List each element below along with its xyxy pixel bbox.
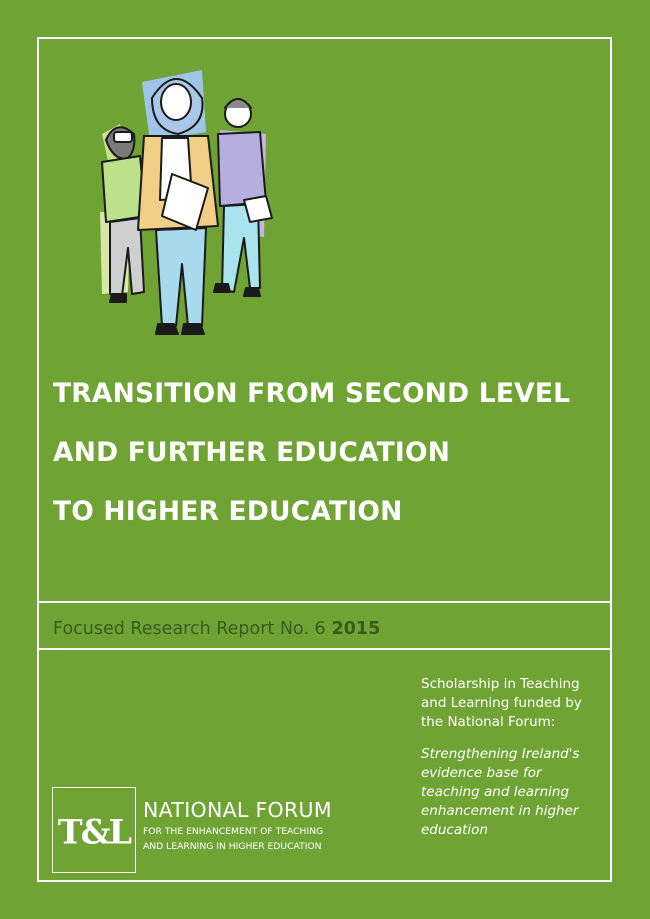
divider-top — [37, 601, 612, 603]
scholarship-line-2: and Learning funded by — [421, 695, 582, 711]
scholarship-note — [421, 675, 606, 840]
strengthening-line-2: evidence base for — [421, 765, 542, 781]
publisher-subtitle — [143, 824, 323, 854]
title-line-3: TO HIGHER EDUCATION — [53, 496, 403, 527]
scholarship-line-1: Scholarship in Teaching — [421, 676, 580, 692]
report-label: Focused Research Report No. 6 — [53, 619, 326, 639]
title-line-2: AND FURTHER EDUCATION — [53, 437, 451, 468]
tl-logo — [52, 787, 136, 873]
logo-lettering: T&L — [57, 812, 131, 852]
three-people-illustration — [80, 62, 280, 362]
title-line-1: TRANSITION FROM SECOND LEVEL — [53, 378, 571, 409]
tl-logo-icon — [53, 788, 135, 872]
strengthening-line-4: enhancement in higher — [421, 803, 579, 819]
report-series — [53, 614, 380, 644]
divider-bottom — [37, 648, 612, 650]
publisher-sub-line-2: AND LEARNING IN HIGHER EDUCATION — [143, 841, 322, 852]
strengthening-line-3: teaching and learning — [421, 784, 570, 800]
report-year: 2015 — [331, 619, 381, 639]
strengthening-line-1: Strengthening Ireland's — [421, 746, 580, 762]
strengthening-line-5: education — [421, 822, 488, 838]
publisher-sub-line-1: FOR THE ENHANCEMENT OF TEACHING — [143, 826, 324, 837]
publisher-name: NATIONAL FORUM — [143, 798, 332, 822]
scholarship-line-3: the National Forum: — [421, 714, 556, 730]
report-title — [53, 368, 613, 545]
